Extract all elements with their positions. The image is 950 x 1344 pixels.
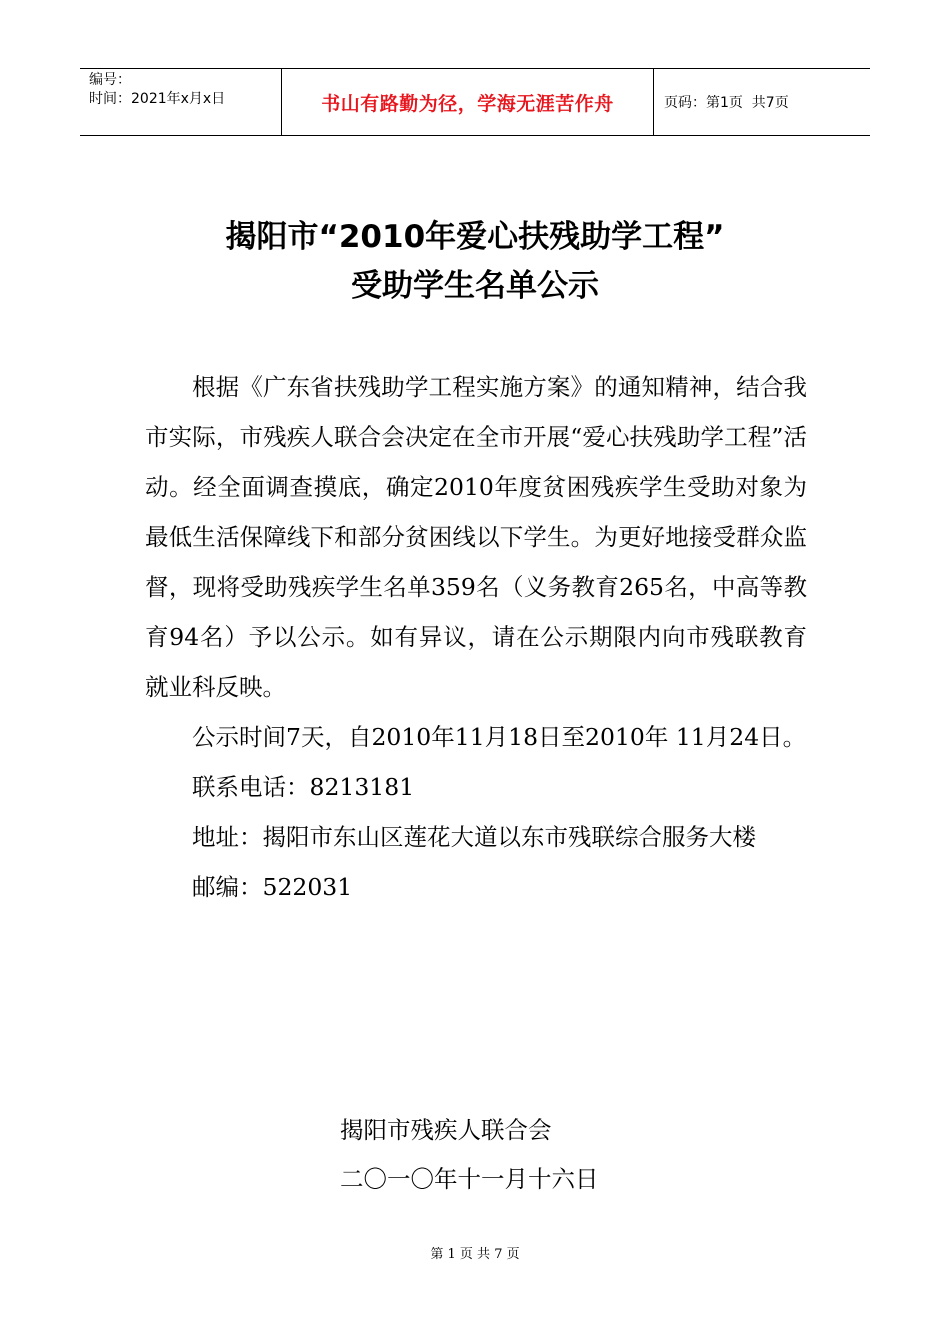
document-title-line1: 揭阳市“2010年爱心扶残助学工程” [225, 219, 725, 255]
header-info-cell [80, 69, 282, 135]
header-table [80, 68, 870, 136]
header-date-label: 时间：2021年x月x日 [89, 91, 226, 107]
document-title-line2: 受助学生名单公示 [351, 268, 599, 304]
page-footer: 第 1 页 共 7 页 [430, 1247, 520, 1262]
document-body [145, 362, 807, 912]
signature-organization: 揭阳市残疾人联合会 [340, 1116, 552, 1144]
header-page-label: 页码：第1页 共7页 [664, 95, 789, 111]
body-paragraph-intro: 根据《广东省扶残助学工程实施方案》的通知精神，结合我市实际，市残疾人联合会决定在全市开展“爱心扶残助学工程”活动。经全面调查摸底，确定2010年度贫困残疾学生受助对象为最低生活保障线下和部分贫困线以下学生。为更好地接受群众监督，现将受助残疾学生名单359名（义务教育265名，中高等教育94名）予以公示。如有异议，请在公示期限内向市残联教育就业科反映。 [145, 373, 807, 701]
header-motto: 书山有路勤为径，学海无涯苦作舟 [282, 69, 654, 135]
body-paragraph-period: 公示时间7天，自2010年11月18日至2010年 11月24日。 [192, 723, 807, 751]
header-page-cell [654, 69, 870, 135]
body-paragraph-phone: 联系电话：8213181 [192, 773, 415, 801]
signature-date: 二〇一〇年十一月十六日 [340, 1165, 599, 1193]
body-paragraph-postcode: 邮编：522031 [192, 873, 353, 901]
body-paragraph-address: 地址：揭阳市东山区莲花大道以东市残联综合服务大楼 [192, 823, 756, 851]
header-number-label: 编号： [89, 72, 131, 88]
